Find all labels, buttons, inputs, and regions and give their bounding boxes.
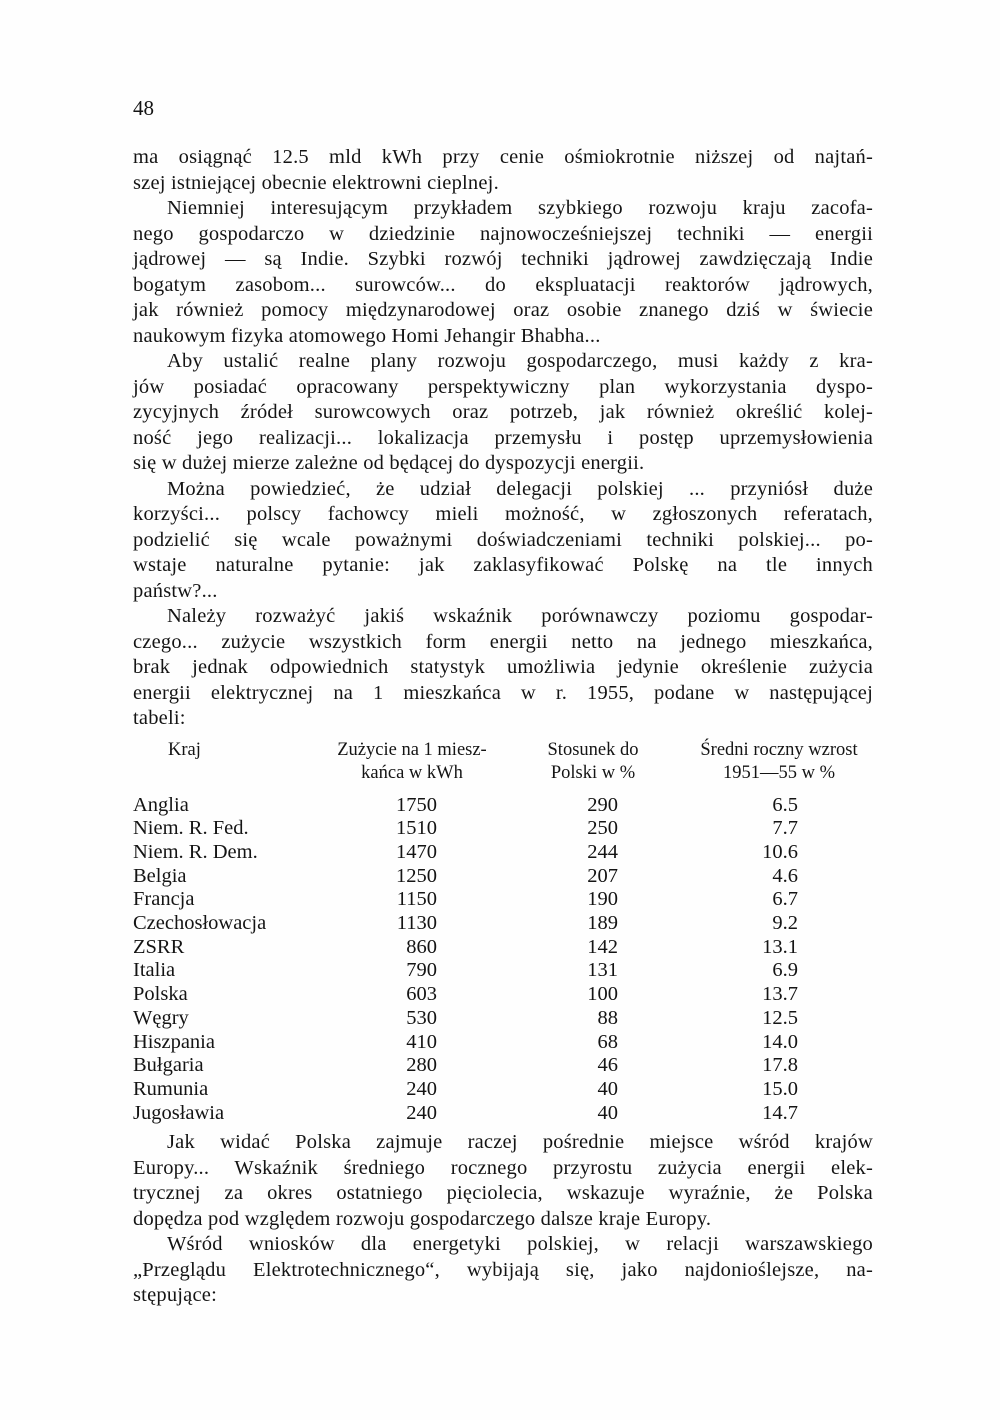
text-line: Europy... Wskaźnik średniego rocznego przyrostu zużycia energii elek- [133,1156,873,1179]
text-line: jów posiadać opracowany perspektywiczny plan wykorzystania dyspo- [133,375,873,398]
table-row [133,1007,873,1031]
value-cell: 13.1 [762,935,798,958]
value-cell: 40 [597,1101,618,1124]
text-line: korzyści... polscy fachowcy mieli możność, w zgłoszonych referatach, [133,503,873,525]
value-cell: 46 [597,1054,618,1077]
text-line: Należy rozważyć jakiś wskaźnik porównawczy poziomu gospodar- [167,605,873,627]
text-line: podzielić się wcale poważnymi doświadczeniami techniki polskiej... po- [133,528,873,551]
value-cell: 189 [587,912,618,935]
paragraphs-after-table [133,1130,873,1309]
value-cell: 280 [406,1054,437,1077]
country-cell: Francja [133,888,195,911]
value-cell: 6.9 [772,959,798,982]
value-cell: 240 [406,1077,437,1100]
text-line: czego... zużycie wszystkich form energii netto na jednego mieszkańca, [133,630,873,653]
table-row [133,817,873,841]
value-cell: 410 [406,1030,437,1053]
text-line: jak również pomocy międzynarodowej oraz osobie znanego dziś w świecie [133,299,873,321]
table-row [133,936,873,960]
country-cell: Węgry [133,1006,189,1029]
value-cell: 10.6 [762,840,798,863]
value-cell: 207 [587,864,618,887]
value-cell: 68 [597,1030,618,1053]
text-line: ma osiągnąć 12.5 mld kWh przy cenie ośmiokrotnie niższej od najtań- [133,146,873,168]
text-line: Jak widać Polska zajmuje raczej pośrednie miejsce wśród krajów [167,1131,873,1154]
text-line: państw?... [133,579,218,602]
country-cell: Polska [133,983,188,1006]
table-row [133,888,873,912]
country-cell: Italia [133,959,176,982]
value-cell: 17.8 [762,1054,798,1077]
text-line: trycznej za okres ostatniego pięciolecia, wskazuje wyraźnie, że Polska [133,1182,873,1205]
value-cell: 603 [406,983,437,1006]
text-line: tabeli: [133,707,186,729]
value-cell: 190 [587,888,618,911]
table-row [133,1102,873,1126]
table-row [133,841,873,865]
table-header-line: kańca w kWh [361,762,463,783]
value-cell: 13.7 [762,983,798,1006]
value-cell: 4.6 [772,864,798,887]
text-line: Można powiedzieć, że udział delegacji polskiej ... przyniósł duże [167,477,873,500]
country-cell: Jugosławia [133,1101,225,1124]
value-cell: 100 [587,983,618,1006]
table-header-cell [685,739,873,785]
value-cell: 40 [597,1077,618,1100]
value-cell: 1470 [396,840,437,863]
text-line: Aby ustalić realne plany rozwoju gospodarczego, musi każdy z kra- [167,350,873,372]
value-cell: 14.0 [762,1030,798,1053]
text-line: „Przeglądu Elektrotechnicznego“, wybijają się, jako najdonioślejsze, na- [133,1258,873,1281]
energy-consumption-table [133,739,873,1126]
text-line: zycyjnych źródeł surowcowych oraz potrzeb, jak również określić kolej- [133,401,873,423]
value-cell: 290 [587,793,618,816]
value-cell: 1250 [396,864,437,887]
text-column [133,97,873,1309]
country-cell: Belgia [133,864,187,887]
paragraph [133,1130,873,1232]
table-header-cell [501,739,685,785]
value-cell: 142 [587,935,618,958]
text-line: stępujące: [133,1284,217,1307]
paragraph [133,145,873,196]
country-cell: Anglia [133,793,189,816]
text-line: naukowym fizyka atomowego Homi Jehangir Bhabha... [133,324,601,347]
table-row [133,794,873,818]
paragraph [133,477,873,605]
table-header-line: Średni roczny wzrost [700,739,858,760]
text-line: dopędza pod względem rozwoju gospodarczego dalsze kraje Europy. [133,1207,712,1230]
country-cell: Niem. R. Fed. [133,817,249,840]
value-cell: 244 [587,840,618,863]
value-cell: 12.5 [762,1006,798,1029]
value-cell: 240 [406,1101,437,1124]
table-header-line: Zużycie na 1 miesz- [337,739,487,760]
table-header-cell [323,739,501,785]
country-cell: Czechosłowacja [133,912,267,935]
value-cell: 131 [587,959,618,982]
value-cell: 250 [587,817,618,840]
table-row [133,1031,873,1055]
country-cell: ZSRR [133,935,185,958]
table-header-line: Kraj [168,739,201,760]
value-cell: 860 [406,935,437,958]
text-line: Wśród wniosków dla energetyki polskiej, w relacji warszawskiego [167,1233,873,1256]
text-line: wstaje naturalne pytanie: jak zaklasyfikować Polskę na tle innych [133,554,873,576]
country-cell: Niem. R. Dem. [133,840,258,863]
table-row [133,1078,873,1102]
paragraph [133,1232,873,1309]
value-cell: 1150 [396,888,437,911]
paragraph [133,349,873,477]
text-line: brak jednak odpowiednich statystyk umożliwia jedynie określenie zużycia [133,656,873,678]
value-cell: 1750 [396,793,437,816]
text-line: Niemniej interesującym przykładem szybkiego rozwoju kraju zacofa- [167,197,873,219]
page-number: 48 [133,96,154,120]
value-cell: 6.7 [772,888,798,911]
country-cell: Bułgaria [133,1054,204,1077]
table-row [133,865,873,889]
table-row [133,959,873,983]
paragraph [133,604,873,732]
text-line: bogatym zasobom... surowców... do ekspluatacji reaktorów jądrowych, [133,273,873,296]
paragraphs-before-table [133,145,873,732]
value-cell: 7.7 [772,817,798,840]
table-header-line: Polski w % [550,762,636,783]
value-cell: 790 [406,959,437,982]
table-header-cell [133,739,323,785]
text-line: nego gospodarczo w dziedzinie najnowocześniejszej techniki — energii [133,222,873,245]
table-header-line: 1951—55 w % [722,762,836,783]
table-row [133,983,873,1007]
value-cell: 1130 [396,912,437,935]
value-cell: 15.0 [762,1077,798,1100]
paragraph [133,196,873,349]
value-cell: 530 [406,1006,437,1029]
text-line: szej istniejącej obecnie elektrowni cieplnej. [133,171,499,194]
table-header-row [133,739,873,785]
text-line: ność jego realizacji... lokalizacja przemysłu i postęp uprzemysłowienia [133,426,873,449]
value-cell: 9.2 [772,912,798,935]
table-row [133,912,873,936]
text-line: energii elektrycznej na 1 mieszkańca w r. 1955, podane w następującej [133,681,873,704]
value-cell: 1510 [396,817,437,840]
text-line: się w dużej mierze zależne od będącej do dyspozycji energii. [133,452,645,474]
value-cell: 6.5 [772,793,798,816]
country-cell: Hiszpania [133,1030,215,1053]
country-cell: Rumunia [133,1077,209,1100]
text-line: jądrowej — są Indie. Szybki rozwój techniki jądrowej zawdzięczają Indie [133,248,873,270]
table-header-line: Stosunek do [547,739,639,760]
table-row [133,1054,873,1078]
table-body [133,794,873,1126]
value-cell: 88 [597,1006,618,1029]
value-cell: 14.7 [762,1101,798,1124]
